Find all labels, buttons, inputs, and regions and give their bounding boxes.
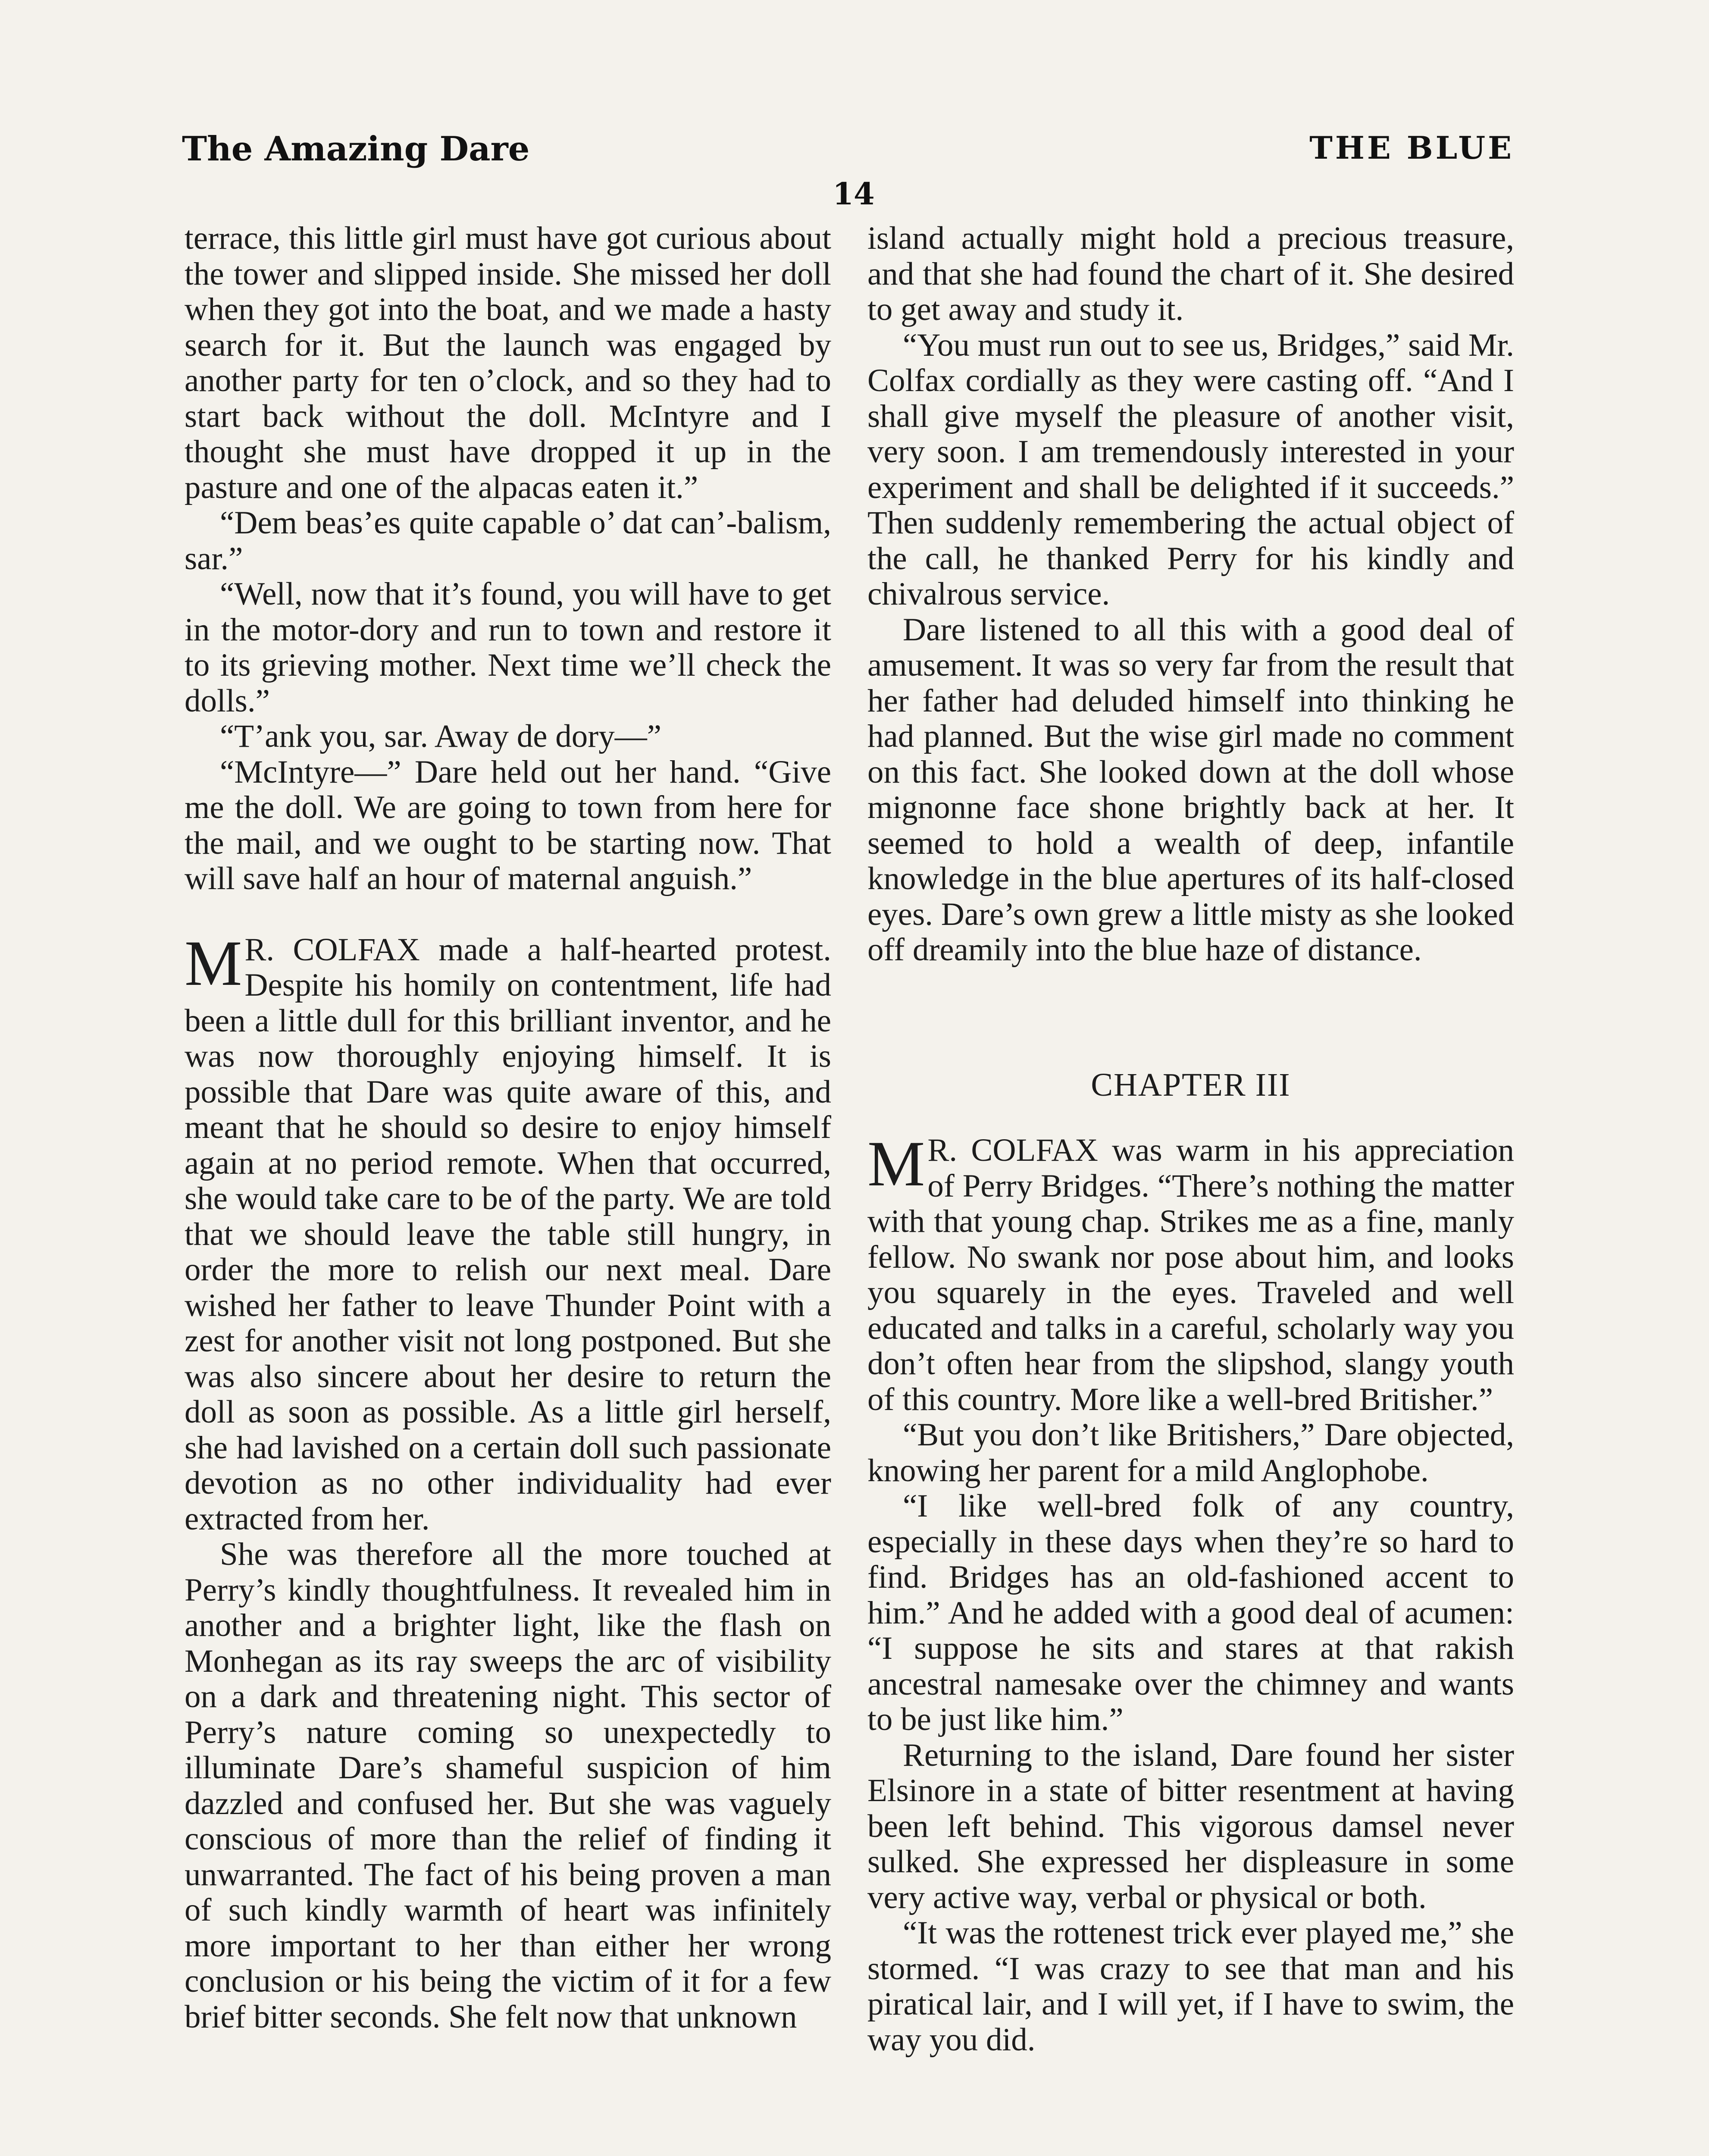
paragraph-text: R. COLFAX made a half-hearted protest. Despite his homily on contentment, life had been a little dull for this brilliant inventor, and he was now thoroughly enjoying himself. It is possible that Dare was quite aware of this, and meant that he should so desire to enjoy himself again at no period remote. When that occurred, she would take care to be of the party. We are told that we should leave the table still hungry, in order the more to relish our next meal. Dare wished her father to leave Thunder Point with a zest for another visit not long postponed. But she was also sincere about her desire to return the doll as soon as possible. As a little girl herself, she had lavished on a certain doll such passionate devotion as no other individuality had ever extracted from her. [185, 931, 831, 1537]
paragraph: Dare listened to all this with a good deal of amusement. It was so very far from the result that her father had deluded himself into thinking he had planned. But the wise girl made no comment on this fact. She looked down at the doll whose mignonne face shone brightly back at her. It seemed to hold a wealth of deep, infantile knowledge in the blue apertures of its half-closed eyes. Dare’s own grew a little misty as she looked off dreamily into the blue haze of distance. [867, 611, 1514, 968]
paragraph: terrace, this little girl must have got curious about the tower and slipped inside. She missed her doll when they got into the boat, and we made a hasty search for it. But the launch was engaged by another party for ten o’clock, and so they had to start back without the doll. McIntyre and I thought she must have dropped it up in the pasture and one of the alpacas eaten it.” [185, 220, 831, 505]
section-paragraph [185, 927, 831, 1537]
paragraph: “But you don’t like Britishers,” Dare objected, knowing her parent for a mild Anglophobe. [867, 1417, 1514, 1489]
paragraph: “You must run out to see us, Bridges,” said Mr. Colfax cordially as they were casting off. “And I shall give myself the pleasure of another visit, very soon. I am tremendously interested in your experiment and shall be delighted if it succeeds.” Then suddenly remembering the actual object of the call, he thanked Perry for his kindly and chivalrous service. [867, 327, 1514, 612]
paragraph: Returning to the island, Dare found her sister Elsinore in a state of bitter resentment at having been left behind. This vigorous damsel never sulked. She expressed her displeasure in some very active way, verbal or physical or both. [867, 1737, 1514, 1915]
left-column [185, 221, 831, 2035]
page-number: 14 [833, 176, 875, 212]
paragraph: “Dem beas’es quite capable o’ dat can’-balism, sar.” [185, 505, 831, 577]
right-column [867, 221, 1514, 2058]
paragraph: “I like well-bred folk of any country, especially in these days when they’re so hard to find. Bridges has an old-fashioned accent to him.” And he added with a good deal of acumen: “I suppose he sits and stares at that rakish ancestral namesake over the chimney and wants to be just like him.” [867, 1488, 1514, 1737]
paragraph: “McIntyre—” Dare held out her hand. “Give me the doll. We are going to town from here for the mail, and we ought to be starting now. That will save half an hour of maternal anguish.” [185, 754, 831, 896]
section-paragraph [867, 1128, 1514, 1417]
running-title: The Amazing Dare [182, 129, 530, 169]
paragraph: “It was the rottenest trick ever played me,” she stormed. “I was crazy to see that man and his piratical lair, and I will yet, if I have to swim, the way you did. [867, 1915, 1514, 2058]
drop-cap: M [867, 1128, 925, 1200]
paragraph: “Well, now that it’s found, you will have to get in the motor-dory and run to town and restore it to its grieving mother. Next time we’ll check the dolls.” [185, 576, 831, 719]
paragraph: “T’ank you, sar. Away de dory—” [220, 718, 662, 754]
chapter-heading: CHAPTER III [1091, 1066, 1291, 1103]
paragraph-text: R. COLFAX was warm in his appreciation of Perry Bridges. “There’s nothing the matter with that young chap. Strikes me as a fine, manly fellow. No swank nor pose about him, and looks you squarely in the eyes. Traveled and well educated and talks in a careful, scholarly way you don’t often hear from the slipshod, slangy youth of this country. More like a well-bred Britisher.” [867, 1132, 1514, 1417]
magazine-name: THE BLUE [1309, 129, 1514, 166]
drop-cap: M [185, 927, 242, 999]
paragraph: island actually might hold a precious treasure, and that she had found the chart of it. She desired to get away and study it. [867, 220, 1514, 327]
paragraph: She was therefore all the more touched at Perry’s kindly thoughtfulness. It revealed him in another and a brighter light, like the flash on Monhegan as its ray sweeps the arc of visibility on a dark and threatening night. This sector of Perry’s nature coming so unexpectedly to illuminate Dare’s shameful suspicion of him dazzled and confused her. But she was vaguely conscious of more than the relief of finding it unwarranted. The fact of his being proven a man of such kindly warmth of heart was infinitely more important to her than either her wrong conclusion or his being the victim of it for a few brief bitter seconds. She felt now that unknown [185, 1536, 831, 2035]
